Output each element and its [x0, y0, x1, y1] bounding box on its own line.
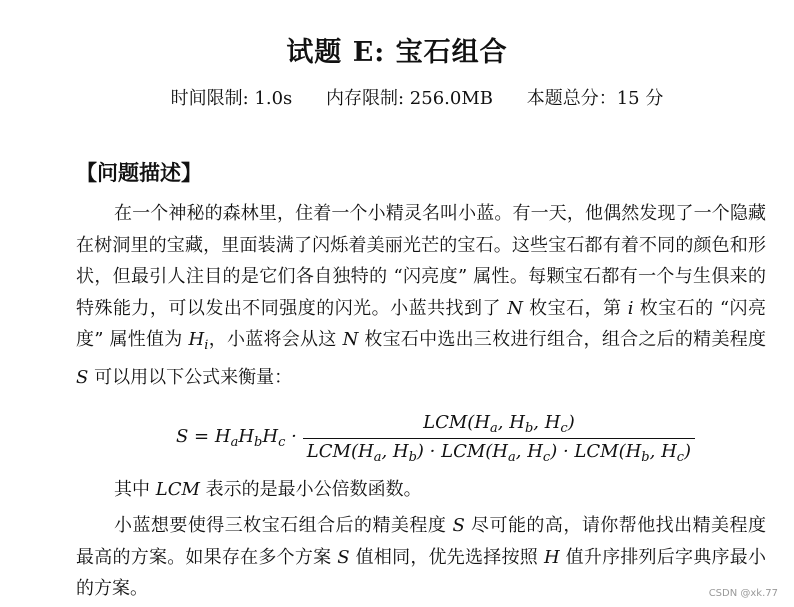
paragraph-text: 在一个神秘的森林里，住着一个小精灵名叫小蓝。有一天，他偶然发现了一个隐藏在树洞里的宝藏，里面装满了闪烁着美丽光芒的宝石。这些宝石都有着不同的颜色和形状，但最引人注目的是它们各自独特的 “闪亮度” 属性。每颗宝石都有一个与生俱来的特殊能力，可以发出不同强度的闪光。小蓝共找到了	[76, 203, 766, 319]
math-var: S	[337, 546, 350, 568]
paragraph-text: 枚宝石中选出三枚进行组合，组合之后的精美程度	[358, 329, 766, 351]
description-paragraph	[76, 198, 766, 394]
formula-lhs: $S = H_aH_bH_c$ ·	[176, 426, 297, 450]
watermark: CSDN @xk.77	[708, 588, 778, 599]
math-var: S	[76, 366, 89, 388]
math-var: N	[507, 297, 523, 319]
paragraph-text: 表示的是最小公倍数函数。	[199, 479, 422, 500]
paragraph-text: 值升序排列后字典序最小的方案。	[76, 546, 766, 600]
paragraph-text: 可以用以下公式来衡量：	[88, 366, 293, 388]
time-limit: 时间限制: 1.0s	[170, 88, 293, 109]
math-var: S	[452, 515, 465, 536]
paragraph-text: 小蓝想要使得三枚宝石组合后的精美程度	[114, 515, 453, 536]
lcm-note-paragraph	[76, 474, 766, 506]
problem-meta	[0, 84, 794, 110]
paragraph-text: ，小蓝将会从这	[208, 329, 343, 351]
total-score: 本题总分：15 分	[526, 88, 664, 109]
formula	[176, 408, 695, 468]
problem-title: 试题 E: 宝石组合	[286, 37, 508, 68]
math-var: i	[627, 297, 634, 319]
math-subscript: i	[204, 338, 209, 354]
paragraph-text: 值相同，优先选择按照	[349, 546, 544, 568]
paragraph-text: 枚宝石的 “闪亮度” 属性值为	[76, 297, 766, 351]
formula-numerator: $LCM(H_a$, $H_b$, $H_c$)	[423, 411, 575, 436]
paragraph-text: 枚宝石，第	[522, 297, 628, 319]
paragraph-text: 尽可能的高，请你帮他找出精美程度最高的方案。如果存在多个方案	[76, 515, 766, 568]
goal-paragraph	[76, 510, 766, 605]
formula-fraction	[303, 412, 695, 465]
section-heading: 【问题描述】	[76, 160, 202, 185]
paragraph-text: 其中	[114, 479, 156, 500]
formula-denominator: $LCM(H_a$, $H_b) \cdot LCM(H_a$, $H_c) \cdot LCM(H_b$, $H_c$)	[306, 440, 692, 465]
math-var: H	[188, 329, 205, 351]
math-var: N	[342, 329, 359, 351]
math-var: LCM	[155, 479, 200, 500]
math-var: H	[543, 546, 560, 568]
memory-limit: 内存限制: 256.0MB	[326, 88, 493, 109]
